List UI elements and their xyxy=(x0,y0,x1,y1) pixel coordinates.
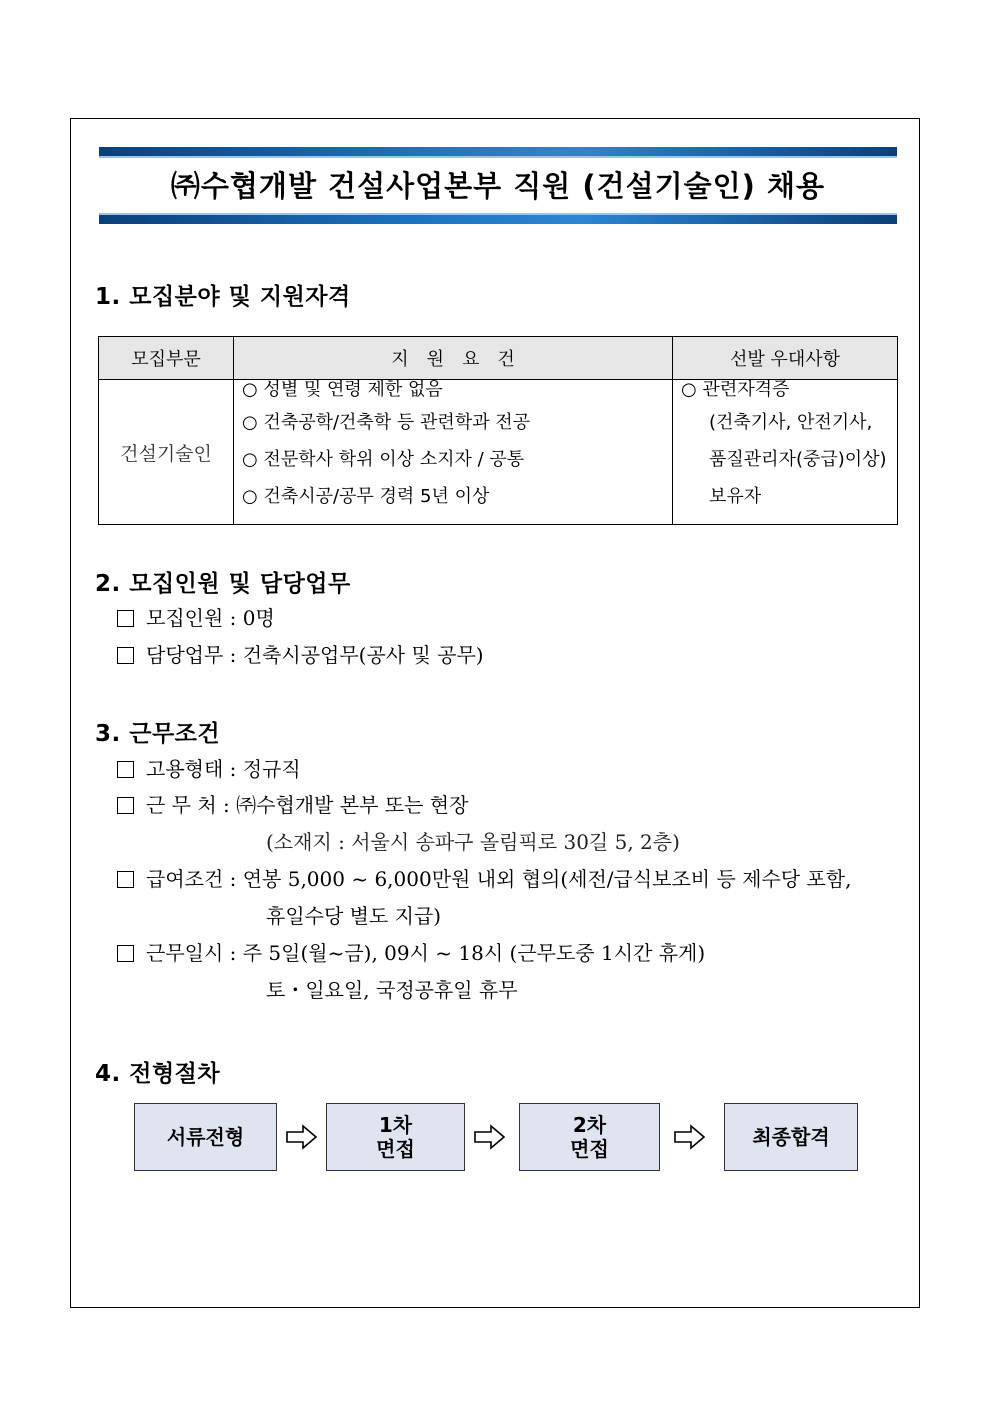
requirements-cell xyxy=(234,380,673,525)
preference-item: 보유자 xyxy=(709,486,762,507)
process-step-label: 면접 xyxy=(570,1137,609,1161)
checkbox-icon xyxy=(117,871,134,888)
title-bar-bottom xyxy=(99,215,897,224)
checkbox-icon xyxy=(117,945,134,962)
recruit-count: 모집인원 : 0명 xyxy=(146,606,275,630)
arrow-right-icon xyxy=(286,1124,318,1150)
title-bar-top xyxy=(99,147,897,156)
requirement-item: ○ 건축시공/공무 경력 5년 이상 xyxy=(242,486,490,507)
section-heading-1: 1. 모집분야 및 지원자격 xyxy=(95,284,351,310)
section-heading-2: 2. 모집인원 및 담당업무 xyxy=(95,571,351,597)
work-hours-line xyxy=(117,940,705,966)
header-preferences: 선발 우대사항 xyxy=(673,337,898,380)
recruit-count-line xyxy=(117,605,275,631)
preference-item: 품질관리자(중급)이상) xyxy=(709,449,887,470)
work-hours: 근무일시 : 주 5일(월~금), 09시 ~ 18시 (근무도중 1시간 휴게) xyxy=(146,941,706,965)
employment-type-line xyxy=(117,756,301,782)
process-step-document xyxy=(134,1103,277,1171)
arrow-right-icon xyxy=(474,1124,506,1150)
header-field: 모집부문 xyxy=(99,337,234,380)
checkbox-icon xyxy=(117,761,134,778)
checkbox-icon xyxy=(117,610,134,627)
requirement-item: ○ 건축공학/건축학 등 관련학과 전공 xyxy=(242,412,531,433)
process-step-interview-1 xyxy=(326,1103,465,1171)
process-step-label: 면접 xyxy=(376,1137,415,1161)
requirement-item: ○ 전문학사 학위 이상 소지자 / 공통 xyxy=(242,449,525,470)
section-heading-4: 4. 전형절차 xyxy=(95,1061,221,1087)
work-hours-continued: 토・일요일, 국정공휴일 휴무 xyxy=(266,978,518,1002)
process-step-label: 2차 xyxy=(572,1113,607,1137)
process-step-label: 1차 xyxy=(378,1113,413,1137)
arrow-right-icon xyxy=(674,1124,706,1150)
salary-continued: 휴일수당 별도 지급) xyxy=(266,904,442,928)
workplace-address: (소재지 : 서울시 송파구 올림픽로 30길 5, 2층) xyxy=(266,830,680,854)
table-row xyxy=(99,380,898,525)
section-heading-3: 3. 근무조건 xyxy=(95,721,221,747)
workplace-line xyxy=(117,792,468,818)
preference-item: ○ 관련자격증 xyxy=(681,379,790,400)
recruit-duty-line xyxy=(117,642,484,668)
process-step-final xyxy=(724,1103,858,1171)
salary: 급여조건 : 연봉 5,000 ~ 6,000만원 내외 협의(세전/급식보조비 등 제수당 포함, xyxy=(146,867,852,891)
checkbox-icon xyxy=(117,797,134,814)
process-step-interview-2 xyxy=(519,1103,660,1171)
checkbox-icon xyxy=(117,647,134,664)
recruit-duty: 담당업무 : 건축시공업무(공사 및 공무) xyxy=(146,643,484,667)
page-title: ㈜수협개발 건설사업본부 직원 (건설기술인) 채용 xyxy=(170,169,826,203)
workplace: 근 무 처 : ㈜수협개발 본부 또는 현장 xyxy=(146,793,469,817)
requirement-item: ○ 성별 및 연령 제한 없음 xyxy=(242,379,443,400)
process-step-label: 서류전형 xyxy=(166,1125,245,1149)
process-step-label: 최종합격 xyxy=(752,1125,830,1149)
table-header-row xyxy=(99,337,898,380)
field-name: 건설기술인 xyxy=(99,380,234,525)
preferences-cell xyxy=(673,380,898,525)
salary-line xyxy=(117,866,851,892)
preference-item: (건축기사, 안전기사, xyxy=(709,412,873,433)
employment-type: 고용형태 : 정규직 xyxy=(146,757,301,781)
title-bar-top-accent xyxy=(99,156,897,158)
requirements-table xyxy=(98,336,898,525)
header-requirements: 지 원 요 건 xyxy=(234,337,673,380)
